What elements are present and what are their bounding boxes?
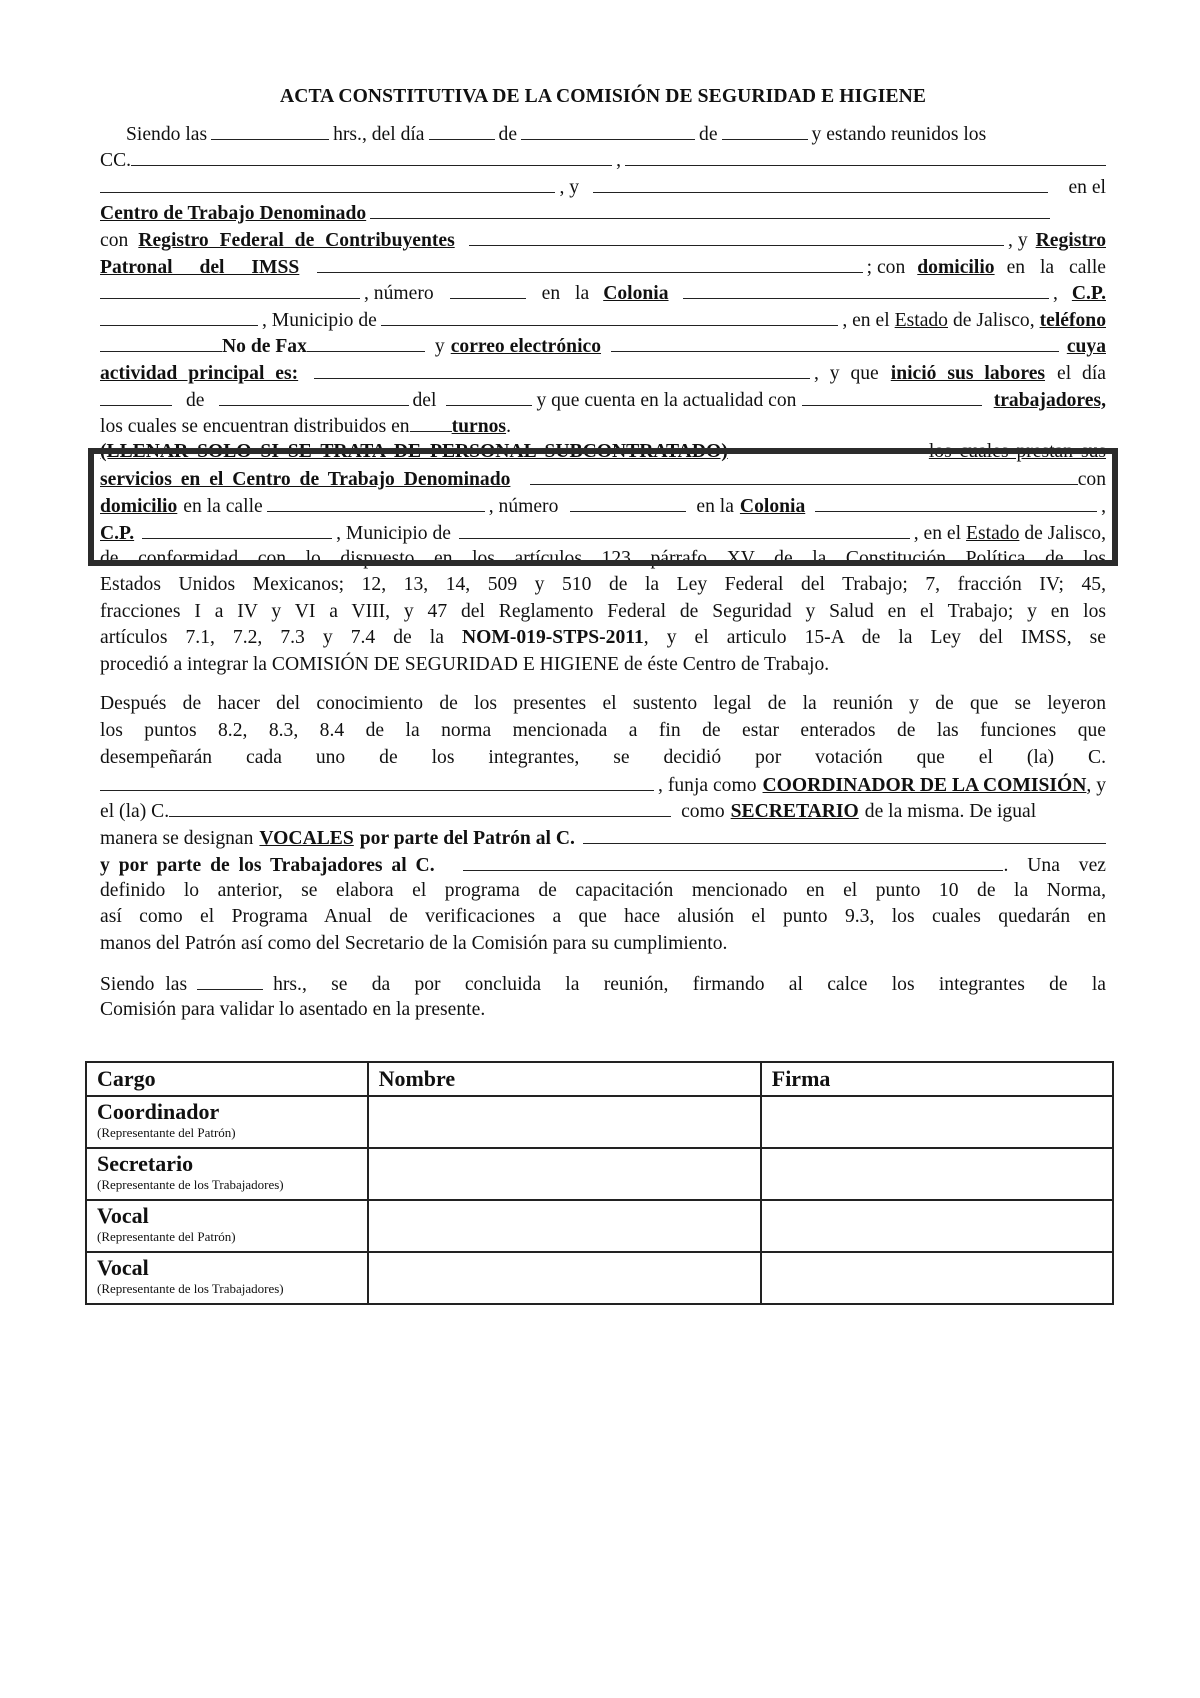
legal-line-1: de conformidad con lo dispuesto en los artículos 123 párrafo XV de la Constitución Política de los: [100, 547, 1106, 569]
election-line-3: desempeñarán cada uno de los integrantes, se decidió por votación que el (la) C.: [100, 746, 1106, 768]
intro-line-6: [100, 253, 1106, 280]
intro-line-1: [100, 120, 1106, 147]
text: con: [1077, 469, 1106, 491]
text: y por parte de los Trabajadores al C.: [100, 854, 435, 876]
legal-line-4: [100, 625, 1106, 652]
hour-blank[interactable]: [211, 120, 329, 140]
text: ; con: [866, 256, 906, 278]
intro-line-3: [100, 173, 1106, 200]
text: VOCALES: [259, 828, 354, 850]
name-cell[interactable]: [368, 1252, 761, 1304]
text: manera se designan: [100, 828, 254, 850]
sub-cp-blank[interactable]: [142, 519, 332, 539]
text: Estado: [894, 309, 948, 331]
text: artículos 7.1, 7.2, 7.3 y 7.4 de la: [100, 627, 444, 649]
text: en la: [541, 283, 590, 305]
text: Colonia: [603, 283, 669, 305]
text: el (la) C.: [100, 801, 170, 823]
document-title: ACTA CONSTITUTIVA DE LA COMISIÓN DE SEGURIDAD E HIGIENE: [279, 86, 927, 107]
municipio-blank[interactable]: [381, 306, 838, 326]
role-label: Secretario: [97, 1151, 194, 1176]
text: SECRETARIO: [730, 801, 859, 823]
rfc-blank[interactable]: [469, 226, 1004, 246]
table-row: [86, 1148, 1113, 1200]
text: con: [100, 229, 129, 251]
start-month-blank[interactable]: [219, 386, 409, 406]
text: ,: [616, 150, 621, 172]
text: y que cuenta en la actualidad con: [536, 389, 797, 411]
text: por parte del Patrón al C.: [359, 828, 575, 850]
table-row: [86, 1200, 1113, 1252]
shifts-blank[interactable]: [410, 413, 452, 433]
election-line-10: manos del Patrón así como del Secretario de la Comisión para su cumplimiento.: [100, 932, 728, 954]
workers-count-blank[interactable]: [802, 386, 981, 406]
closing-line-1: [100, 970, 1106, 997]
cc-name-blank-3[interactable]: [100, 173, 555, 193]
election-line-1: Después de hacer del conocimiento de los presentes el sustento legal de la reunión y de que se leyeron: [100, 693, 1106, 715]
text: en el: [1068, 176, 1106, 198]
text: como: [681, 801, 725, 823]
day-blank[interactable]: [429, 120, 495, 140]
text: inició sus labores: [890, 362, 1046, 384]
text: hrs., se da por concluida la reunión, firmando al calce los integrantes de la: [273, 974, 1106, 996]
text: , número: [488, 495, 559, 517]
text: COORDINADOR DE LA COMISIÓN: [762, 774, 1087, 796]
role-representative: (Representante de los Trabajadores): [97, 1177, 284, 1192]
text: Patronal del IMSS: [100, 256, 300, 278]
role-representative: (Representante de los Trabajadores): [97, 1281, 284, 1296]
role-representative: (Representante del Patrón): [97, 1125, 236, 1140]
intro-line-4: [100, 200, 1106, 227]
subcontract-line-3: [100, 492, 1106, 519]
signature-cell[interactable]: [761, 1148, 1113, 1200]
start-day-blank[interactable]: [100, 386, 172, 406]
text: ,: [1101, 495, 1106, 517]
text: el día: [1057, 362, 1106, 384]
month-blank[interactable]: [521, 120, 695, 140]
sub-colonia-blank[interactable]: [815, 492, 1097, 512]
text: CC.: [100, 150, 132, 172]
text: del: [412, 389, 437, 411]
signature-cell[interactable]: [761, 1252, 1113, 1304]
text: y estando reunidos los: [811, 123, 987, 145]
text: servicios en el Centro de Trabajo Denominado: [100, 469, 511, 491]
text: , Municipio de: [262, 309, 377, 331]
text: , y: [559, 176, 580, 198]
text: de: [186, 389, 205, 411]
table-header-row: [86, 1062, 1113, 1096]
text: cuya: [1066, 336, 1106, 358]
text: , y el articulo 15-A de la Ley del IMSS, se: [643, 627, 1106, 649]
role-cell: [86, 1252, 368, 1304]
intro-line-11: [100, 386, 1106, 413]
text: en la: [696, 495, 734, 517]
closing-hour-blank[interactable]: [197, 970, 263, 990]
role-label: Vocal: [97, 1255, 149, 1280]
role-label: Vocal: [97, 1203, 149, 1228]
signature-cell[interactable]: [761, 1096, 1113, 1148]
intro-line-9: [100, 333, 1106, 360]
street-blank[interactable]: [100, 280, 360, 300]
text: en la calle: [1006, 256, 1106, 278]
intro-line-10: [100, 359, 1106, 386]
document-page: [100, 84, 1106, 1024]
intro-line-7: [100, 280, 1106, 307]
closing-line-2: Comisión para validar lo asentado en la presente.: [100, 999, 486, 1020]
imss-blank[interactable]: [317, 253, 862, 273]
subcontract-line-4: [100, 519, 1106, 546]
text: domicilio: [100, 495, 178, 517]
year-blank[interactable]: [722, 120, 808, 140]
text: y: [434, 336, 445, 358]
secretary-name-blank[interactable]: [169, 798, 671, 818]
text: C.P.: [1071, 283, 1106, 305]
table-row: [86, 1096, 1113, 1148]
intro-line-8: [100, 306, 1106, 333]
text: los cuales prestan sus: [928, 441, 1106, 463]
workplace-name-blank[interactable]: [370, 200, 1050, 220]
text: ,: [1052, 283, 1058, 305]
column-header-firma: Firma: [761, 1062, 1113, 1096]
text: Registro: [1035, 229, 1106, 251]
text: los cuales se encuentran distribuidos en: [100, 416, 410, 438]
vocal-workers-blank[interactable]: [463, 851, 1004, 871]
cc-name-blank-4[interactable]: [593, 173, 1048, 193]
legal-line-2: Estados Unidos Mexicanos; 12, 13, 14, 509 y 510 de la Ley Federal del Trabajo; 7, fracción IV; 45,: [100, 574, 1106, 596]
table-row: [86, 1252, 1113, 1304]
text: C.P.: [100, 522, 135, 544]
cp-blank[interactable]: [100, 306, 258, 326]
sub-workplace-blank[interactable]: [530, 466, 1077, 486]
role-label: Coordinador: [97, 1099, 220, 1124]
vocal-employer-blank[interactable]: [583, 824, 1106, 844]
text: de: [699, 123, 718, 145]
text: trabajadores,: [993, 389, 1106, 411]
subcontract-line-2: [100, 466, 1106, 493]
legal-line-5: procedió a integrar la COMISIÓN DE SEGURIDAD E HIGIENE de éste Centro de Trabajo.: [100, 653, 830, 675]
text: , Municipio de: [336, 522, 451, 544]
signature-table: [85, 1061, 1114, 1305]
text: Centro de Trabajo Denominado: [100, 203, 367, 225]
election-line-2: los puntos 8.2, 8.3, 8.4 de la norma mencionada a fin de estar enterados de las funciones que: [100, 720, 1106, 742]
election-line-9: así como el Programa Anual de verificaciones a que hace alusión el punto 9.3, los cuales quedarán en: [100, 906, 1106, 928]
subcontract-line-1: [100, 439, 1106, 466]
cc-name-blank-1[interactable]: [131, 147, 612, 167]
role-cell: [86, 1096, 368, 1148]
text: de la misma. De igual: [864, 801, 1037, 823]
text: , funja como: [658, 774, 757, 796]
election-line-4: [100, 771, 1106, 798]
legal-line-3: fracciones I a IV y VI a VIII, y 47 del Reglamento Federal de Seguridad y Salud en el Trabajo; y en los: [100, 600, 1106, 622]
sub-number-blank[interactable]: [570, 492, 686, 512]
text: . Una vez: [1003, 854, 1106, 876]
intro-line-2: [100, 147, 1106, 174]
fax-blank[interactable]: [307, 333, 425, 353]
name-cell[interactable]: [368, 1200, 761, 1252]
text: Siendo las: [100, 974, 188, 996]
text: .: [506, 416, 511, 438]
coordinator-name-blank[interactable]: [100, 771, 654, 791]
election-line-8: definido lo anterior, se elabora el programa de capacitación mencionado en el punto 10 de la Norma,: [100, 879, 1106, 901]
text: , en el: [842, 309, 890, 331]
sub-street-blank[interactable]: [267, 492, 485, 512]
intro-line-12: [100, 413, 1106, 440]
start-year-blank[interactable]: [446, 386, 532, 406]
text: de Jalisco,: [952, 309, 1035, 331]
text: actividad principal es:: [100, 362, 299, 384]
text: turnos: [451, 416, 507, 438]
election-line-6: [100, 824, 1106, 851]
text: Estado: [966, 522, 1020, 544]
text: , número: [364, 283, 434, 305]
text: No de Fax: [222, 336, 307, 358]
name-cell[interactable]: [368, 1096, 761, 1148]
number-blank[interactable]: [450, 280, 526, 300]
text: de Jalisco,: [1024, 522, 1106, 544]
activity-blank[interactable]: [314, 359, 810, 379]
text: correo electrónico: [450, 336, 602, 358]
name-cell[interactable]: [368, 1148, 761, 1200]
text: , y: [1086, 774, 1106, 796]
email-blank[interactable]: [611, 333, 1059, 353]
text: teléfono: [1039, 309, 1106, 331]
text: , en el: [913, 522, 962, 544]
election-line-5: [100, 798, 1106, 825]
election-line-7: [100, 851, 1106, 878]
text: , y: [1008, 229, 1028, 251]
text: domicilio: [917, 256, 995, 278]
text: Registro Federal de Contribuyentes: [138, 229, 455, 251]
intro-line-5: [100, 226, 1106, 253]
nom-reference: NOM-019-STPS-2011: [461, 627, 644, 649]
text: Colonia: [739, 495, 806, 517]
phone-blank[interactable]: [100, 333, 222, 353]
sub-municipio-blank[interactable]: [459, 519, 910, 539]
cc-name-blank-2[interactable]: [625, 147, 1106, 167]
column-header-cargo: Cargo: [86, 1062, 368, 1096]
text: (LLENAR SOLO SI SE TRATA DE PERSONAL SUBCONTRATADO): [100, 441, 728, 463]
colonia-blank[interactable]: [683, 280, 1049, 300]
role-cell: [86, 1200, 368, 1252]
text: hrs., del día: [333, 123, 425, 145]
text: en la calle: [183, 495, 263, 517]
signature-cell[interactable]: [761, 1200, 1113, 1252]
column-header-nombre: Nombre: [368, 1062, 761, 1096]
role-cell: [86, 1148, 368, 1200]
text: Siendo las: [126, 123, 208, 145]
text: , y que: [813, 362, 879, 384]
text: de: [498, 123, 518, 145]
role-representative: (Representante del Patrón): [97, 1229, 236, 1244]
